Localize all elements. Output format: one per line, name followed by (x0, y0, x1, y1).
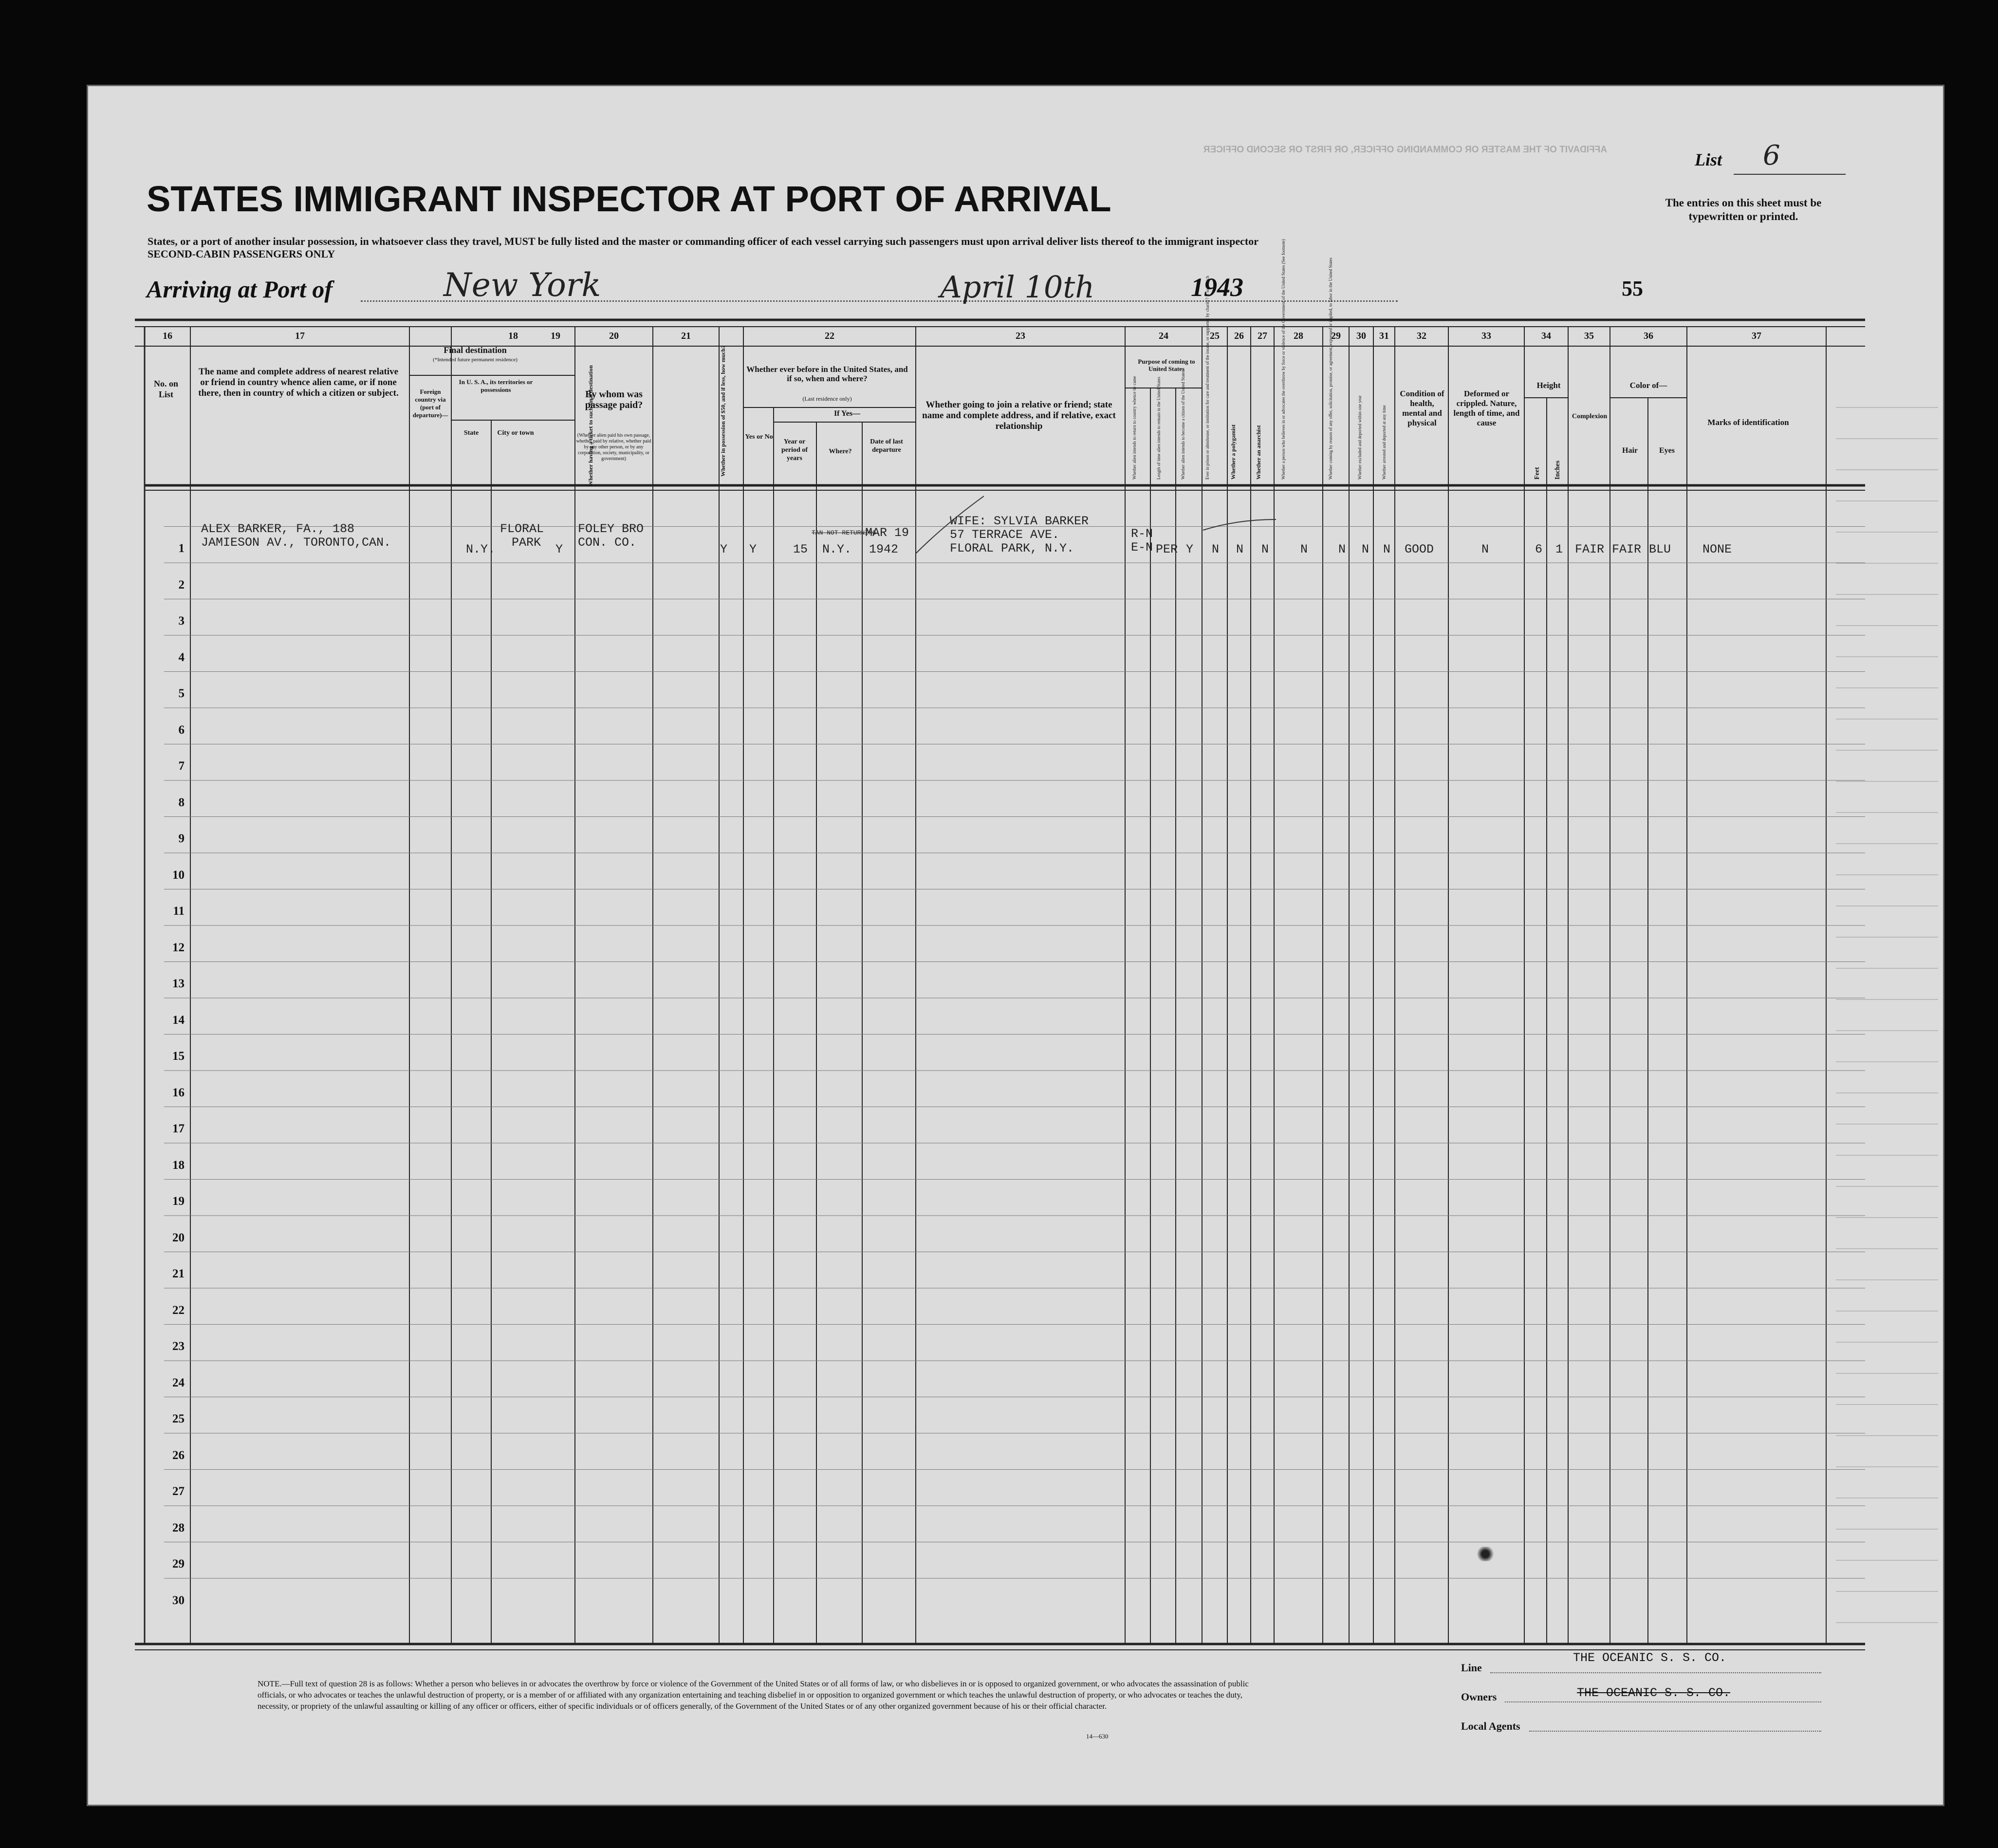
header-excluded: Whether excluded and deported within one year (1357, 395, 1362, 480)
header-overthrow: Whether a person who believes in or advocates the overthrow by force or violence of the Government of the United States (See footnote) (1281, 239, 1286, 480)
header-deformed: Deformed or crippled. Nature, length of time, and cause (1453, 389, 1520, 427)
entry-paid-line2: CON. CO. (578, 536, 637, 550)
entry-citizen: Y (1186, 542, 1194, 556)
year-value: 1943 (1191, 273, 1243, 302)
entry-prison: N (1212, 542, 1220, 556)
header-arrested: Whether arrested and deported at any time (1382, 405, 1387, 480)
table-grid (88, 86, 1943, 1805)
entry-city-line2: PARK (512, 536, 541, 550)
row-number: 26 (172, 1448, 185, 1462)
list-number: 6 (1763, 140, 1780, 171)
entry-state: N.Y. (466, 542, 496, 556)
header-in-usa: In U. S. A., its territories or possessions (459, 378, 533, 393)
column-number: 20 (609, 331, 619, 341)
manifest-sheet (87, 85, 1944, 1806)
row-number: 27 (172, 1485, 185, 1498)
entry-complexion: FAIR (1575, 542, 1605, 556)
column-number: 16 (163, 331, 172, 341)
entry-where: N.Y. (822, 542, 852, 556)
row-number: 18 (172, 1158, 185, 1172)
header-yes-or-no: Yes or No (745, 433, 773, 441)
entry-relative-line1: ALEX BARKER, FA., 188 (201, 522, 355, 536)
ink-blot (1476, 1547, 1495, 1561)
entry-polygamist: N (1236, 542, 1244, 556)
header-where: Where? (829, 448, 852, 455)
row-number: 11 (173, 905, 185, 918)
owners-value: THE OCEANIC S. S. CO. (1577, 1686, 1731, 1700)
column-number: 28 (1294, 331, 1303, 341)
row-number: 25 (172, 1412, 185, 1425)
row-number: 13 (172, 977, 185, 990)
header-complexion: Complexion (1572, 413, 1608, 420)
row-number: 10 (172, 868, 185, 882)
entry-paid-line1: FOLEY BRO (578, 522, 644, 536)
entry-join-line3: FLORAL PARK, N.Y. (950, 541, 1074, 555)
bleed-through-text: AFFIDAVIT OF THE MASTER OR COMMANDING OFFICER, OR FIRST OR SECOND OFFICER (1203, 145, 1607, 155)
port-value: New York (444, 266, 601, 304)
header-height: Height (1536, 381, 1561, 390)
row-number: 28 (172, 1521, 185, 1534)
entry-length: PER (1156, 542, 1178, 556)
row-number: 22 (172, 1303, 185, 1317)
row-number: 30 (172, 1593, 185, 1607)
entry-years: 15 (793, 542, 808, 556)
entry-arrested: N (1383, 542, 1391, 556)
footer-note: NOTE.—Full text of question 28 is as follows: Whether a person who believes in or advocates the overthrow by force or violence of the Government of the United States or of all forms of law, or who disbelieves in or is opposed to organized government, or who advocates the assassination of public officials, or who advocates or teaches the unlawful destruction of property, or is a member of or affiliated with any organization entertaining and teaching disbelief in or opposition to organized government or which teaches the unlawful destruction of property, or who advocates or teaches the duty, necessity, or propriety of the unlawful assaulting or killing of any officer or officers, either of specific individuals or of officers generally, of the Government of the United States or of any other organized government because of his or their official character. (258, 1679, 1249, 1711)
header-final-destination-sub: (*Intended future permanent residence) (433, 357, 518, 363)
entry-health: GOOD (1405, 542, 1434, 556)
row-number: 14 (172, 1013, 185, 1027)
row-number: 17 (172, 1122, 185, 1135)
owners-rule (1505, 1701, 1821, 1702)
entry-join-line1: WIFE: SYLVIA BARKER (950, 514, 1089, 528)
header-foreign-country: Foreign country via (port of departure)— (412, 388, 448, 419)
arriving-label: Arriving at Port of (147, 276, 333, 303)
row-number: 2 (178, 578, 185, 591)
column-number: 34 (1541, 331, 1551, 341)
line-rule (1490, 1672, 1821, 1673)
header-health: Condition of health, mental and physical (1400, 389, 1444, 427)
row-number: 8 (178, 795, 185, 809)
header-final-destination: Final destination (444, 345, 507, 355)
row-number: 24 (172, 1376, 185, 1389)
header-ever-before: Whether ever before in the United States, and if so, when and where? (746, 365, 908, 383)
entry-relative-line2: JAMIESON AV., TORONTO,CAN. (201, 536, 391, 550)
column-number: 23 (1016, 331, 1025, 341)
header-anarchist: Whether an anarchist (1255, 425, 1262, 480)
header-eyes: Eyes (1659, 446, 1675, 455)
column-number: 37 (1752, 331, 1761, 341)
form-title: STATES IMMIGRANT INSPECTOR AT PORT OF ARRIVAL (147, 179, 1111, 219)
header-color-of: Color of— (1629, 381, 1667, 390)
row-number: 29 (172, 1557, 185, 1571)
header-hair: Hair (1622, 446, 1638, 455)
header-if-yes: If Yes— (833, 409, 861, 418)
header-prison: Ever in prison or almshouse, or institution for care and treatment of the insane, or supported by charity? If so, which (1205, 276, 1210, 480)
column-number: 24 (1159, 331, 1168, 341)
header-feet: Feet (1534, 467, 1541, 480)
owners-label: Owners (1461, 1691, 1497, 1703)
pencil-mark (1203, 519, 1276, 530)
entry-hair: FAIR (1612, 542, 1642, 556)
column-number: 33 (1481, 331, 1491, 341)
header-offer-labor: Whether coming by reason of any offer, solicitation, promise, or agreement, expressed or implied, to labor in the United States (1328, 258, 1333, 480)
entry-anarchist: N (1261, 542, 1269, 556)
header-purpose-length: Length of time alien intends to remain in the United States (1156, 377, 1161, 480)
column-number: 29 (1331, 331, 1341, 341)
row-number: 1 (178, 542, 185, 555)
entry-overthrow: N (1300, 542, 1308, 556)
entry-date-line1: MAR 19 (865, 526, 909, 540)
entry-struck-text: TAN-NOT RETURNING (812, 529, 876, 536)
row-number: 21 (172, 1267, 185, 1280)
header-nearest-relative: The name and complete address of nearest relative or friend in country whence alien came, or if none there, then in country of which a citizen or subject. (198, 367, 399, 398)
header-purpose-return: Whether alien intends to return to country whence he came (1132, 376, 1137, 480)
column-number: 25 (1210, 331, 1220, 341)
column-number: 35 (1584, 331, 1594, 341)
column-number: 36 (1644, 331, 1653, 341)
row-number: 9 (178, 832, 185, 845)
form-code: 14—630 (1086, 1733, 1109, 1740)
header-no-on-list: No. on List (153, 379, 178, 399)
row-number: 20 (172, 1231, 185, 1244)
entry-offer: N (1338, 542, 1346, 556)
entry-join-line2: 57 TERRACE AVE. (950, 528, 1060, 542)
entry-feet: 6 (1535, 542, 1543, 556)
entry-date-line2: 1942 (869, 542, 899, 556)
header-passage-paid-sub: (Whether alien paid his own passage, whether paid by relative, whether paid by any other person, or by any corporation, society, municipality, or government) (576, 433, 651, 462)
header-city: City or town (497, 429, 534, 437)
agents-label: Local Agents (1461, 1720, 1520, 1732)
column-number: 31 (1379, 331, 1389, 341)
header-join-relative: Whether going to join a relative or friend; state name and complete address, and if relative, exact relationship (922, 400, 1116, 431)
entry-marks: NONE (1702, 542, 1732, 556)
row-number: 3 (178, 614, 185, 628)
row-number: 12 (172, 941, 185, 954)
row-number: 6 (178, 723, 185, 737)
typewritten-note: The entries on this sheet must be typewritten or printed. (1665, 197, 1822, 222)
entry-ticket: Y (555, 542, 563, 556)
header-passage-paid: By whom was passage paid? (585, 389, 643, 410)
header-marks: Marks of identification (1707, 418, 1789, 427)
page-number: 55 (1622, 277, 1643, 300)
entry-purpose-line1: R-N (1131, 527, 1153, 541)
line-value: THE OCEANIC S. S. CO. (1573, 1651, 1727, 1665)
agents-rule (1529, 1731, 1821, 1732)
row-number: 16 (172, 1086, 185, 1099)
entry-before: Y (749, 542, 757, 556)
list-label: List (1695, 150, 1722, 169)
column-number: 21 (681, 331, 691, 341)
entry-excluded: N (1362, 542, 1369, 556)
column-number: 32 (1417, 331, 1426, 341)
row-number: 5 (178, 687, 185, 700)
entry-eyes: BLU (1649, 542, 1671, 556)
header-purpose-citizen: Whether alien intends to become a citizen of the United States (1181, 370, 1185, 480)
header-ticket: Whether having a ticket to such final destination (587, 365, 594, 486)
entry-deformed: N (1481, 542, 1489, 556)
column-number: 27 (1258, 331, 1267, 341)
header-fifty-dollars: Whether in possession of $50, and if less, how much? (720, 345, 726, 477)
header-years: Year or period of years (781, 438, 808, 462)
form-subtitle: States, or a port of another insular possession, in whatsoever class they travel, MUST be fully listed and the master or commanding officer of each vessel carrying such passengers must upon arrival deliver lists thereof to the immigrant inspector (148, 235, 1258, 247)
row-number: 19 (172, 1195, 185, 1208)
column-number: 19 (551, 331, 560, 341)
entry-fifty: Y (720, 542, 728, 556)
row-number: 4 (178, 650, 185, 664)
header-last-residence: (Last residence only) (802, 395, 852, 402)
column-number: 22 (825, 331, 834, 341)
date-value: April 10th (940, 269, 1095, 305)
header-state: State (463, 429, 479, 437)
column-number: 17 (295, 331, 305, 341)
header-purpose: Purpose of coming to United States (1138, 358, 1195, 372)
row-number: 15 (172, 1050, 185, 1063)
header-inches: Inches (1554, 461, 1561, 480)
entry-purpose-line2: E-N (1131, 540, 1153, 554)
header-date-departure: Date of last departure (870, 438, 903, 454)
second-cabin-label: SECOND-CABIN PASSENGERS ONLY (148, 248, 335, 260)
column-number: 26 (1234, 331, 1244, 341)
row-number: 23 (172, 1340, 185, 1353)
row-number: 7 (178, 759, 185, 773)
column-number: 30 (1356, 331, 1366, 341)
header-polygamist: Whether a polygamist (1230, 424, 1237, 480)
entry-city-line1: FLORAL (500, 522, 544, 536)
entry-inches: 1 (1555, 542, 1563, 556)
column-number: 18 (508, 331, 518, 341)
line-label: Line (1461, 1662, 1482, 1674)
